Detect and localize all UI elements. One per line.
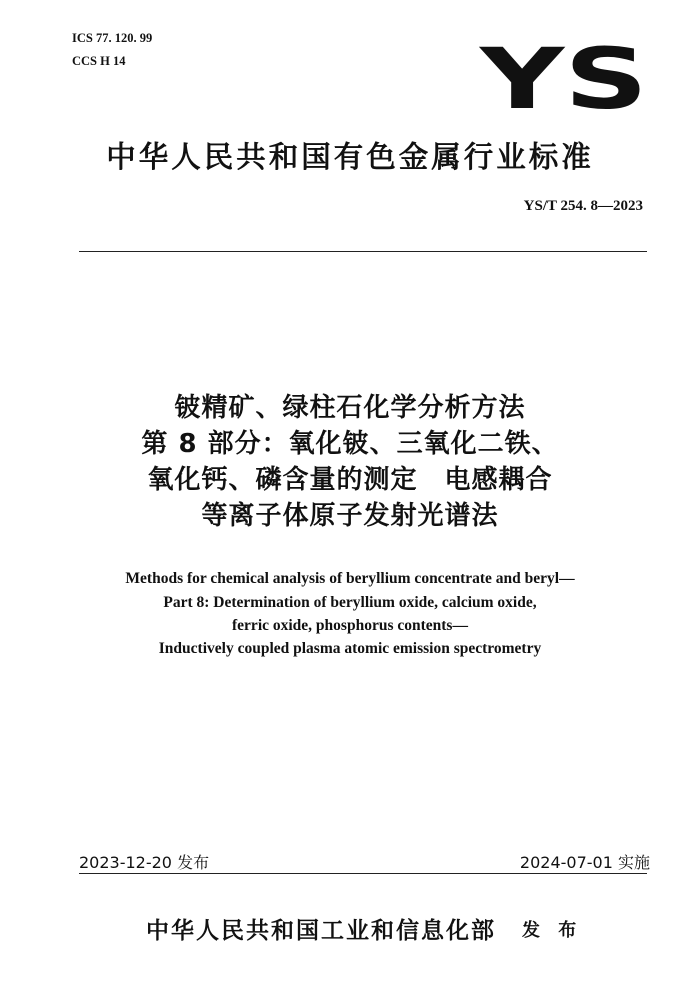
title-en-line-2: Part 8: Determination of beryllium oxide, calcium oxide,: [163, 594, 537, 611]
publish-label: 发 布: [522, 920, 583, 941]
logo-text: YS: [478, 42, 648, 114]
title-en-line-3: ferric oxide, phosphorus contents—: [232, 617, 468, 634]
title-zh-line-2: 第 8 部分：氧化铍、三氧化二铁、: [141, 429, 559, 459]
standard-category-title: 中华人民共和国有色金属行业标准: [106, 140, 594, 174]
title-zh-line-1: 铍精矿、绿柱石化学分析方法: [174, 393, 526, 423]
implementation-date: 2024-07-01 实施: [519, 853, 650, 872]
top-divider: [79, 251, 647, 252]
ccs-code: CCS H 14: [72, 54, 126, 68]
title-en-line-1: Methods for chemical analysis of beryllium concentrate and beryl—: [125, 570, 575, 587]
issuing-authority: 中华人民共和国工业和信息化部: [146, 918, 496, 943]
title-en-line-4: Inductively coupled plasma atomic emission spectrometry: [158, 640, 542, 657]
ys-logo: [478, 42, 650, 114]
ics-code: ICS 77. 120. 99: [72, 31, 153, 45]
title-zh-line-3: 氧化钙、磷含量的测定 电感耦合: [147, 465, 553, 495]
title-zh-line-4: 等离子体原子发射光谱法: [201, 501, 499, 531]
standard-number: YS/T 254. 8—2023: [523, 198, 643, 214]
bottom-divider: [79, 873, 647, 874]
publish-date: 2023-12-20 发布: [79, 853, 210, 872]
